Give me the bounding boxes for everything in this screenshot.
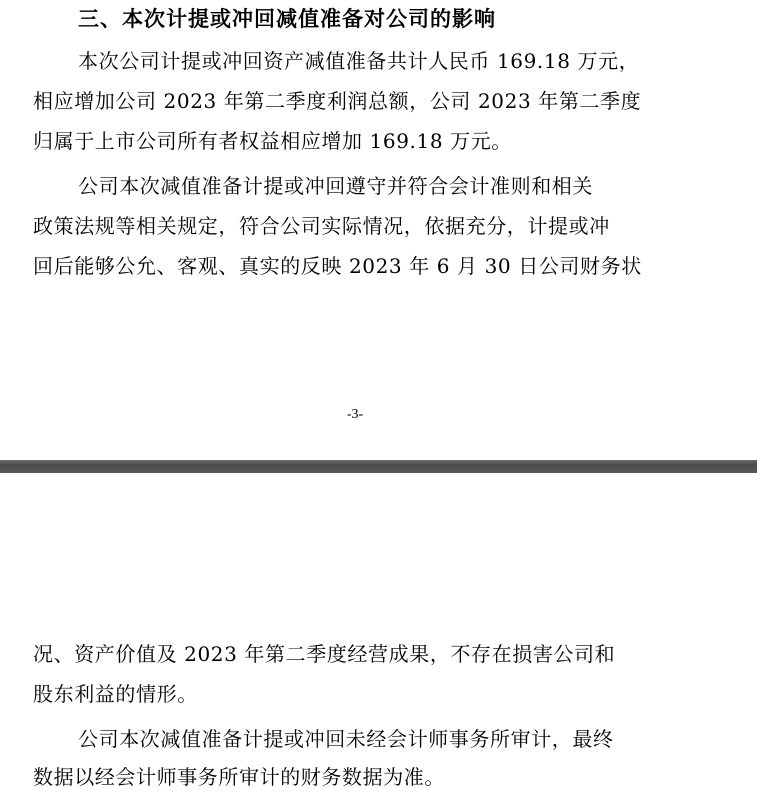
paragraph-2-continued-line-2: 股东利益的情形。 xyxy=(33,682,198,706)
paragraph-3-line-2: 数据以经会计师事务所审计的财务数据为准。 xyxy=(33,765,445,789)
paragraph-2-line-2: 政策法规等相关规定，符合公司实际情况，依据充分，计提或冲 xyxy=(33,214,610,238)
page-separator xyxy=(0,460,757,473)
section-heading: 三、本次计提或冲回减值准备对公司的影响 xyxy=(78,7,496,31)
page-number: -3- xyxy=(346,407,364,422)
paragraph-2-line-3: 回后能够公允、客观、真实的反映 2023 年 6 月 30 日公司财务状 xyxy=(33,254,642,278)
paragraph-2-continued-line-1: 况、资产价值及 2023 年第二季度经营成果，不存在损害公司和 xyxy=(33,642,616,666)
paragraph-3-line-1: 公司本次减值准备计提或冲回未经会计师事务所审计，最终 xyxy=(78,727,614,751)
paragraph-1-line-1: 本次公司计提或冲回资产减值准备共计人民币 169.18 万元， xyxy=(78,49,640,73)
document-page-4 xyxy=(0,473,757,796)
paragraph-1-line-2: 相应增加公司 2023 年第二季度利润总额，公司 2023 年第二季度 xyxy=(33,89,642,113)
paragraph-1-line-3: 归属于上市公司所有者权益相应增加 169.18 万元。 xyxy=(33,129,512,153)
paragraph-2-line-1: 公司本次减值准备计提或冲回遵守并符合会计准则和相关 xyxy=(78,174,593,198)
